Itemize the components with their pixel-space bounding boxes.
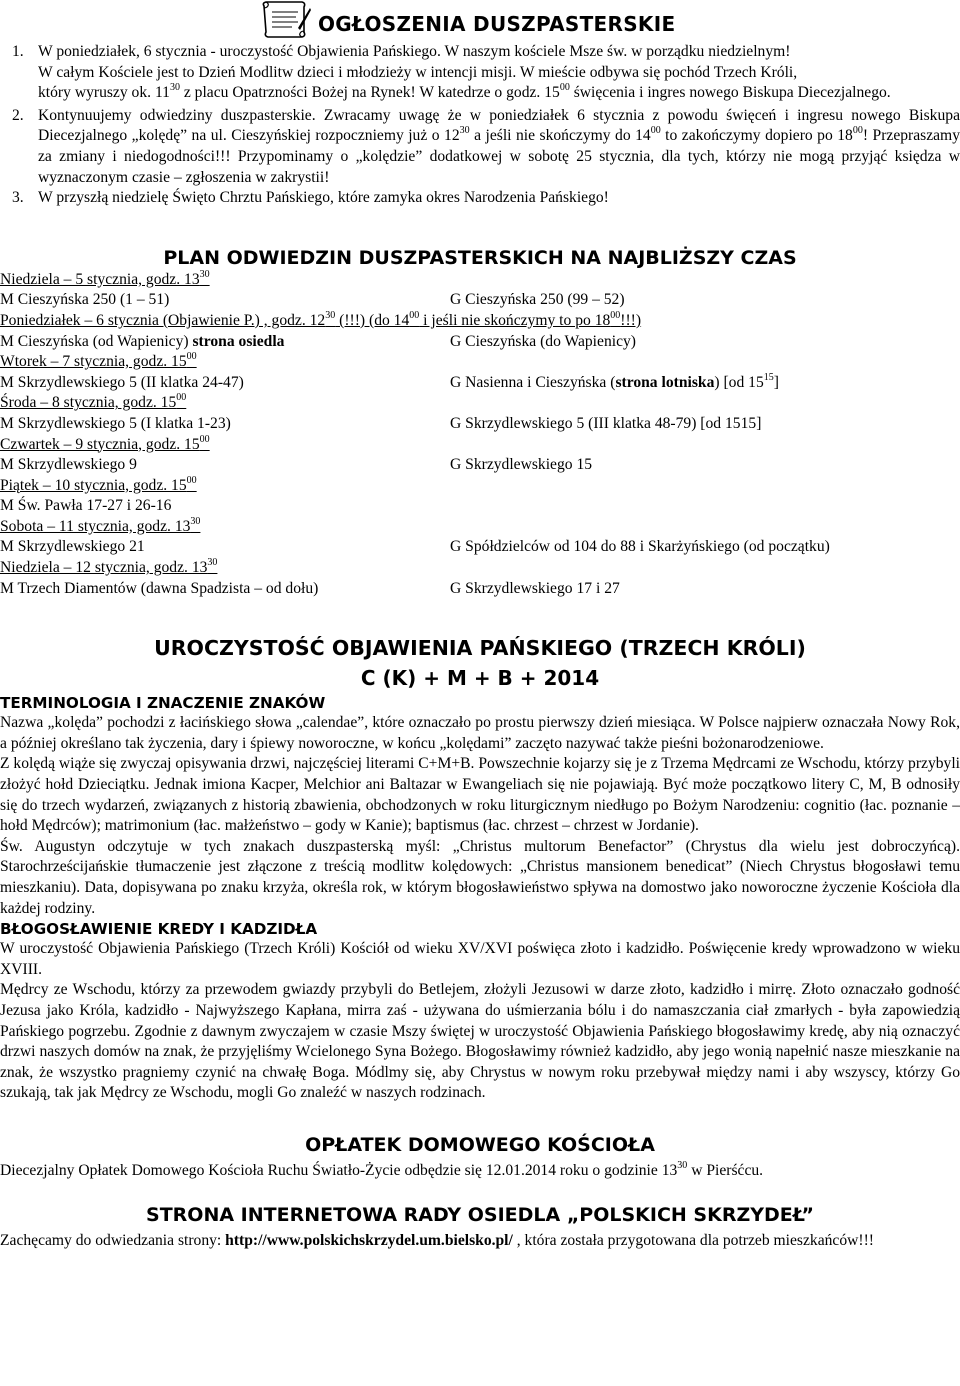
route-text: Spółdzielców od 104 do 88 i Skarżyńskiego (od początku) — [465, 538, 830, 556]
announcement-text: to zakończymy dopiero po 18 — [660, 127, 853, 145]
route-m — [0, 496, 171, 517]
epiphany-title: UROCZYSTOŚĆ OBJAWIENIA PAŃSKIEGO (TRZECH KRÓLI) — [154, 636, 806, 661]
day-text: Piątek – 10 stycznia, godz. 15 — [0, 476, 187, 494]
route-m — [0, 414, 231, 435]
time-superscript: 30 — [199, 268, 210, 280]
epiphany-subtitle: C (K) + M + B + 2014 — [360, 666, 600, 691]
route-text: G — [450, 373, 466, 391]
route-text: Skrzydlewskiego 9 — [17, 456, 137, 474]
route-g — [450, 332, 636, 353]
route-m — [0, 455, 137, 476]
day-text: Niedziela – 12 stycznia, godz. 13 — [0, 559, 208, 577]
website-text-part: , która została przygotowana dla potrzeb mieszkańców!!! — [512, 1231, 874, 1249]
route-text: Św. Pawła 17-27 i 26-16 — [17, 497, 172, 515]
announcement-3 — [0, 188, 960, 209]
plan-day-heading — [0, 311, 960, 332]
route-g — [450, 537, 830, 558]
website-link[interactable]: http://www.polskichskrzydel.um.bielsko.pl/ — [225, 1231, 513, 1249]
announcement-1 — [0, 42, 960, 104]
header — [0, 0, 960, 42]
oplatek-text — [0, 1161, 960, 1182]
announcement-text: W całym Kościele jest to Dzień Modlitw dzieci i młodzieży w intencji misji. W mieście odbywa się pochód Trzech Króli, — [38, 63, 798, 81]
day-text: i jeśli nie skończymy to po 18 — [419, 311, 611, 329]
route-text: G — [450, 332, 466, 350]
announcement-text: W przyszłą niedzielę Święto Chrztu Pańskiego, które zamyka okres Narodzenia Pańskiego! — [38, 189, 609, 207]
day-text: !!!) — [620, 311, 642, 329]
paragraph: Św. Augustyn odczytuje w tych znakach duszpasterską myśl: „Christus multorum Benefactor” (Chrystus dla wielu jest dobroczyńcą). Starochrześcijańskie tłumaczenie jest złączone z treścią modlitw kolędowych: „Christus mansionem benedicat” (Niech Chrystus błogosławi temu mieszkaniu). Data, dopisywana po znaku krzyża, określa rok, w którym błogosławieństwo spływa na domostwo jako noworoczne życzenie Kościoła dla każdej rodziny. — [0, 837, 960, 917]
route-text: M — [0, 332, 18, 350]
paragraph: Z kolędą wiąże się zwyczaj opisywania drzwi, najczęściej literami C+M+B. Powszechnie kojarzy się je z Trzema Mędrcami ze Wschodu, którzy przybyli złożyć hołd Dzieciątku. Jednak imiona Kacper, Melchior ani Baltazar w Ewangeliach się nie pojawiają. Być może początkowo litery C, M, B odnosiły się do trzech wydarzeń, związanych z historią zbawienia, obchodzonych w roku liturgicznym niedługo po Bożym Narodzeniu: cognitio (łac. poznanie – hołd Mędrców); matrimonium (łac. małżeństwo – gody w Kanie); baptismus (łac. chrzest – chrzest w Jordanie). — [0, 755, 960, 835]
day-label — [0, 433, 210, 453]
route-text: ] — [756, 414, 762, 432]
route-g — [450, 455, 592, 476]
plan-day-heading — [0, 517, 960, 538]
website-text-part: Zachęcamy do odwiedzania strony: — [0, 1231, 226, 1249]
route-text: Cieszyńska (od Wapienicy) — [17, 332, 193, 350]
day-label — [0, 515, 201, 535]
route-text: Cieszyńska 250 (99 – 52) — [465, 291, 625, 309]
time-superscript: 30 — [169, 82, 180, 94]
route-text: M — [0, 373, 18, 391]
plan-route-row — [0, 414, 960, 435]
plan-day-heading — [0, 476, 960, 497]
plan-day-heading — [0, 270, 960, 291]
section-heading-terminology: TERMINOLOGIA I ZNACZENIE ZNAKÓW — [0, 694, 326, 713]
route-g — [450, 290, 625, 311]
paragraph: Mędrcy ze Wschodu, którzy za przewodem gwiazdy przybyli do Betlejem, złożyli Jezusowi w darze złoto, kadzidło i mirrę. Złoto oznaczało godność Jezusa jako Króla, kadzidło - Najwyższego Kapłana, mirra zaś - używana do uśmierzania bólu i do namaszczania ciał zmarłych - była zapowiedzią Pańskiego pogrzebu. Zgodnie z dawnym zwyczajem w czasie Mszy świętej w uroczystość Objawienia Pańskiego błogosławimy kredę, aby nią oznaczyć drzwi naszych domów na znak, że przyjęliśmy Wcielonego Syna Bożego. Błogosławimy również kadzidło, aby jego wonią napełnić nasze mieszkanie na znak, że wszystko pragniemy czynić na chwałę Boga. Módlmy się, aby Chrystus w nowym roku przebywał między nami i aby wszyscy, którzy Go szukają, tak jak Mędrcy ze Wschodu, mogli Go znaleźć w naszych rodzinach. — [0, 981, 960, 1102]
route-text: ] — [773, 373, 779, 391]
route-text: G — [450, 291, 466, 309]
route-text: Skrzydlewskiego 5 (II klatka 24-47) — [17, 373, 244, 391]
plan-route-row — [0, 537, 960, 558]
route-text: Cieszyńska (do Wapienicy) — [465, 332, 636, 350]
route-text: 15 — [740, 414, 757, 432]
route-text: G — [450, 579, 466, 597]
plan-route-row — [0, 332, 960, 353]
time-superscript: 00 — [610, 309, 621, 321]
time-superscript: 00 — [186, 474, 197, 486]
route-text: G — [450, 456, 466, 474]
route-text: M — [0, 497, 18, 515]
oplatek-title: OPŁATEK DOMOWEGO KOŚCIOŁA — [305, 1133, 655, 1156]
announcement-2 — [0, 106, 960, 188]
time-superscript: 30 — [677, 1159, 688, 1171]
day-label — [0, 559, 217, 576]
plan-route-row — [0, 496, 960, 517]
time-superscript: 00 — [559, 82, 570, 94]
announcement-text: Kontynuujemy odwiedziny duszpasterskie. Zwracamy uwagę że w poniedziałek 6 stycznia z powodu święceń i ingresu nowego Biskupa Diecezjalnego „kolędę” na ul. Cieszyńskiej rozpoczniemy już o 12 — [38, 106, 960, 145]
route-m — [0, 373, 244, 394]
time-superscript: 00 — [852, 125, 863, 137]
day-text: Poniedziałek – 6 stycznia (Objawienie P.) , godz. 12 — [0, 311, 326, 329]
page-title: OGŁOSZENIA DUSZPASTERSKIE — [318, 12, 676, 36]
announcement-number: 1. — [12, 43, 24, 60]
route-m — [0, 537, 145, 558]
time-superscript: 00 — [186, 351, 197, 363]
oplatek-text-part: w Pierśćcu. — [687, 1161, 764, 1179]
time-superscript: 00 — [199, 433, 210, 445]
plan-day-heading — [0, 435, 960, 456]
day-label — [0, 268, 210, 288]
day-text: Środa – 8 stycznia, godz. 15 — [0, 394, 177, 412]
announcement-number: 2. — [12, 106, 24, 124]
plan-title: PLAN ODWIEDZIN DUSZPASTERSKICH NA NAJBLIŻSZY CZAS — [163, 246, 797, 269]
plan-route-row — [0, 290, 960, 311]
route-text: Cieszyńska 250 (1 – 51) — [17, 291, 170, 309]
announcement-text: W poniedziałek, 6 stycznia - uroczystość Objawienia Pańskiego. W naszym kościele Msze św. w porządku niedzielnym! — [38, 43, 791, 60]
time-superscript: 00 — [409, 309, 420, 321]
website-title: STRONA INTERNETOWA RADY OSIEDLA „POLSKICH SKRZYDEŁ” — [146, 1203, 814, 1226]
blessing-text — [0, 939, 960, 1104]
route-text: G — [450, 538, 466, 556]
route-text: Skrzydlewskiego 17 i 27 — [465, 579, 620, 597]
route-text: M — [0, 291, 18, 309]
day-label — [0, 309, 642, 329]
route-m — [0, 332, 284, 353]
website-text — [0, 1231, 960, 1252]
route-text: Skrzydlewskiego 15 — [465, 456, 593, 474]
route-text: G — [450, 414, 466, 432]
plan-route-row — [0, 373, 960, 394]
route-highlight: strona osiedla — [192, 332, 285, 350]
route-m — [0, 290, 169, 311]
route-text: Skrzydlewskiego 5 (III klatka 48-79) [od 15 — [465, 414, 741, 432]
day-label — [0, 474, 197, 494]
terminology-text — [0, 713, 960, 919]
day-text: (!!!) (do 14 — [335, 311, 410, 329]
announcement-number: 3. — [12, 189, 24, 207]
paragraph: W uroczystość Objawienia Pańskiego (Trzech Króli) Kościół od wieku XV/XVI poświęca złoto i kadzidło. Poświęcenie kredy wprowadzono w wieku XVIII. — [0, 940, 960, 978]
route-g — [450, 579, 620, 600]
day-label — [0, 353, 197, 370]
announcement-text: ! Przepraszamy za zmiany i niedogodności!!! Przypominamy o „kolędzie” dodatkowej w sobotę 25 stycznia, dla tych, którzy nie mogą przyjąć księdza w wyznaczonym czasie – zgłoszenia w zakrystii! — [38, 127, 960, 186]
day-label — [0, 394, 186, 411]
day-text: Niedziela – 5 stycznia, godz. 13 — [0, 270, 200, 288]
time-superscript: 00 — [176, 392, 187, 404]
route-text: Skrzydlewskiego 21 — [17, 538, 145, 556]
route-text: M — [0, 414, 18, 432]
time-superscript: 00 — [650, 125, 661, 137]
day-text: Sobota – 11 stycznia, godz. 13 — [0, 517, 191, 535]
announcement-text: który wyruszy ok. 11 — [38, 84, 170, 102]
plan-day-heading — [0, 352, 960, 373]
route-m — [0, 579, 318, 600]
day-text: Wtorek – 7 stycznia, godz. 15 — [0, 353, 187, 371]
announcement-text: święcenia i ingres nowego Biskupa Diecezjalnego. — [569, 84, 891, 102]
time-superscript: 30 — [207, 557, 218, 569]
section-heading-blessing: BŁOGOSŁAWIENIE KREDY I KADZIDŁA — [0, 920, 318, 939]
plan-route-row — [0, 455, 960, 476]
oplatek-text-part: Diecezjalny Opłatek Domowego Kościoła Ruchu Światło-Życie odbędzie się 12.01.2014 roku o godzinie 13 — [0, 1161, 678, 1179]
route-g — [450, 414, 761, 435]
route-g — [450, 373, 779, 394]
route-text: Trzech Diamentów (dawna Spadzista – od dołu) — [17, 579, 319, 597]
announcements — [0, 42, 960, 209]
plan-day-heading — [0, 393, 960, 414]
plan-day-heading — [0, 558, 960, 579]
route-highlight: strona lotniska — [615, 373, 715, 391]
announcement-text: z placu Opatrzności Bożej na Rynek! W katedrze o godz. 15 — [179, 84, 560, 102]
day-text: Czwartek – 9 stycznia, godz. 15 — [0, 435, 200, 453]
visit-plan — [0, 270, 960, 600]
announcement-text: a jeśli nie skończymy do 14 — [469, 127, 651, 145]
route-text: ) [od 15 — [714, 373, 764, 391]
time-superscript: 30 — [325, 309, 336, 321]
paragraph: Nazwa „kolęda” pochodzi z łacińskiego słowa „calendae”, które oznaczało po prostu pierwszy dzień miesiąca. W Polsce najpierw oznaczała Nowy Rok, a później określano tak życzenia, dary i śpiewy noworoczne, w końcu „kolędami” zaczęto nazywać także pieśni bożonarodzeniowe. — [0, 714, 960, 752]
route-text: M — [0, 538, 18, 556]
time-superscript: 30 — [190, 515, 201, 527]
plan-route-row — [0, 579, 960, 600]
parchment-scroll-icon — [258, 0, 312, 40]
route-text: Skrzydlewskiego 5 (I klatka 1-23) — [17, 414, 231, 432]
time-superscript: 30 — [459, 125, 470, 137]
route-text: M — [0, 579, 18, 597]
route-text: M — [0, 456, 18, 474]
time-superscript: 15 — [763, 371, 774, 383]
route-text: Nasienna i Cieszyńska ( — [465, 373, 616, 391]
